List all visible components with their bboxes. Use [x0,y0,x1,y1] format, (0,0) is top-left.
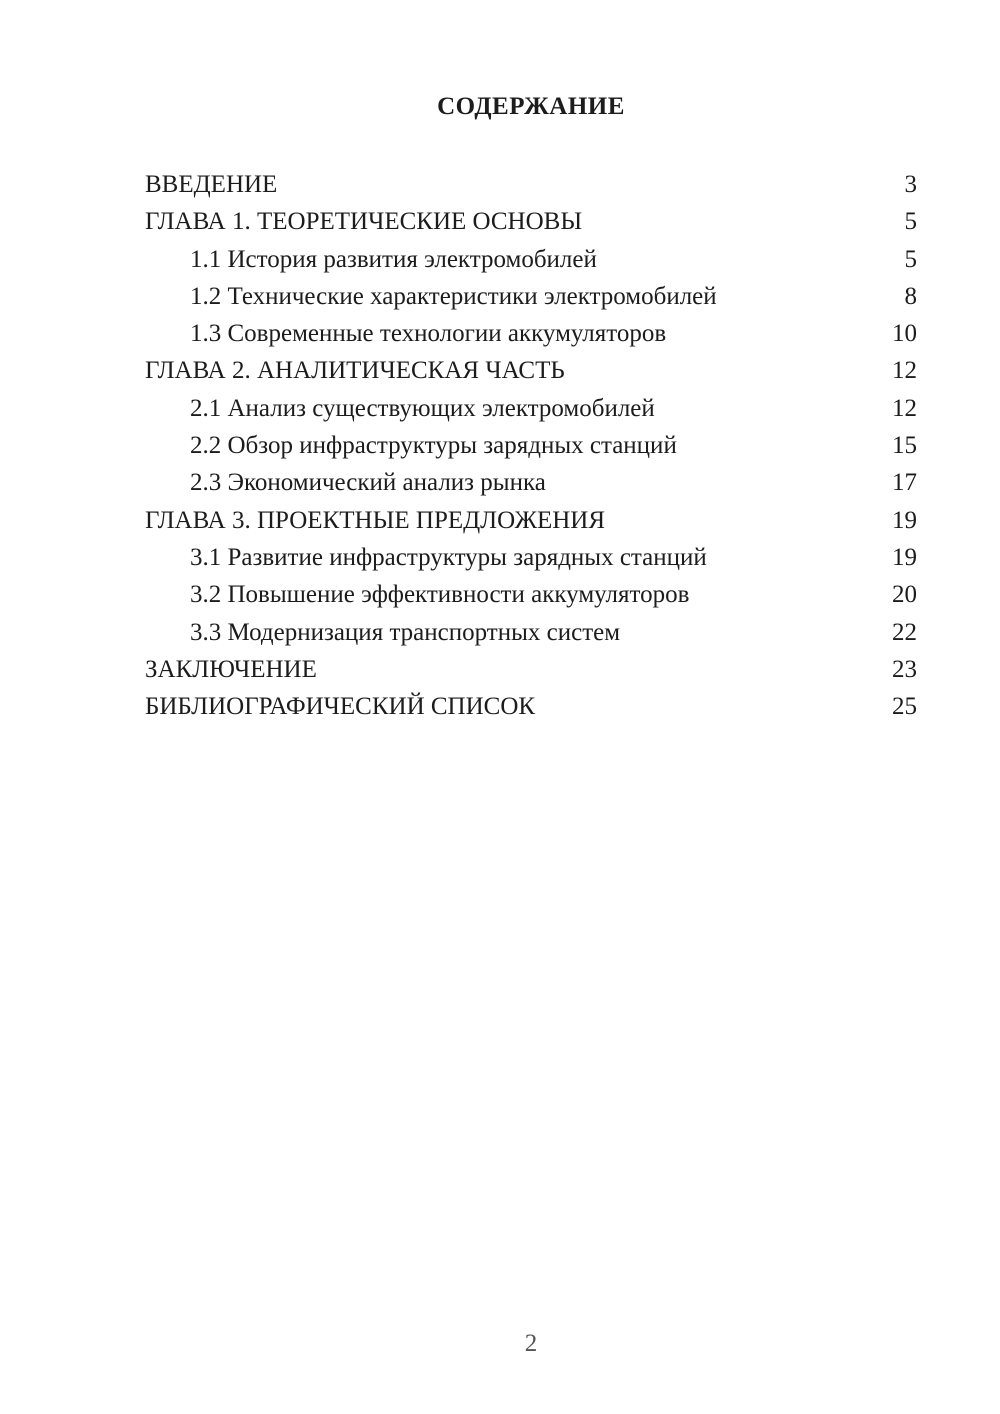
toc-entry-page: 5 [904,245,917,273]
toc-entry-label: ГЛАВА 2. АНАЛИТИЧЕСКАЯ ЧАСТЬ [145,357,565,385]
toc-entry-page: 12 [892,394,917,422]
toc-entry [145,614,917,651]
toc-entry-page: 17 [892,469,917,497]
toc-entry-page: 5 [904,208,917,236]
toc-entry-label: ЗАКЛЮЧЕНИЕ [145,655,317,683]
toc-entry [145,166,917,203]
toc-entry-page: 19 [892,543,917,571]
toc-entry [145,651,917,688]
toc-entry-label: ГЛАВА 3. ПРОЕКТНЫЕ ПРЕДЛОЖЕНИЯ [145,506,606,534]
toc-entry [145,352,917,389]
footer-page-number: 2 [524,1330,538,1357]
toc-entry-label: 2.2 Обзор инфраструктуры зарядных станций [190,432,677,460]
toc-entry-page: 12 [892,357,917,385]
toc-entry-page: 15 [892,432,917,460]
toc-entry-page: 23 [892,655,917,683]
toc-entry-page: 10 [892,320,917,348]
toc-entry-page: 25 [892,693,917,721]
toc-entry-label: 3.3 Модернизация транспортных систем [190,618,621,646]
toc-entry-label: ВВЕДЕНИЕ [145,171,278,198]
toc-entry-label: 2.3 Экономический анализ рынка [190,469,546,497]
toc-entry [145,539,917,576]
page-title: СОДЕРЖАНИЕ [437,93,625,120]
toc-entry-label: 1.2 Технические характеристики электромобилей [190,282,717,310]
toc-entry [145,241,917,278]
toc-entry [145,576,917,613]
toc-entry [145,390,917,427]
toc-entry [145,203,917,240]
toc-entry-page: 20 [892,581,917,609]
toc-entry-page: 19 [892,506,917,534]
toc-entry-label: БИБЛИОГРАФИЧЕСКИЙ СПИСОК [145,693,536,721]
toc-entry-page: 3 [904,171,917,198]
toc-list [145,166,917,725]
toc-entry-label: 2.1 Анализ существующих электромобилей [190,394,655,422]
toc-entry-page: 8 [904,282,917,310]
toc-entry-label: 1.3 Современные технологии аккумуляторов [190,320,667,348]
toc-entry-page: 22 [892,618,917,646]
toc-entry [145,464,917,501]
toc-entry [145,315,917,352]
toc-entry [145,278,917,315]
toc-entry [145,502,917,539]
toc-entry [145,688,917,725]
toc-entry-label: 1.1 История развития электромобилей [190,245,597,273]
toc-entry-label: ГЛАВА 1. ТЕОРЕТИЧЕСКИЕ ОСНОВЫ [145,208,583,236]
toc-entry-label: 3.1 Развитие инфраструктуры зарядных станций [190,543,707,571]
toc-entry [145,427,917,464]
toc-entry-label: 3.2 Повышение эффективности аккумуляторов [190,581,690,609]
